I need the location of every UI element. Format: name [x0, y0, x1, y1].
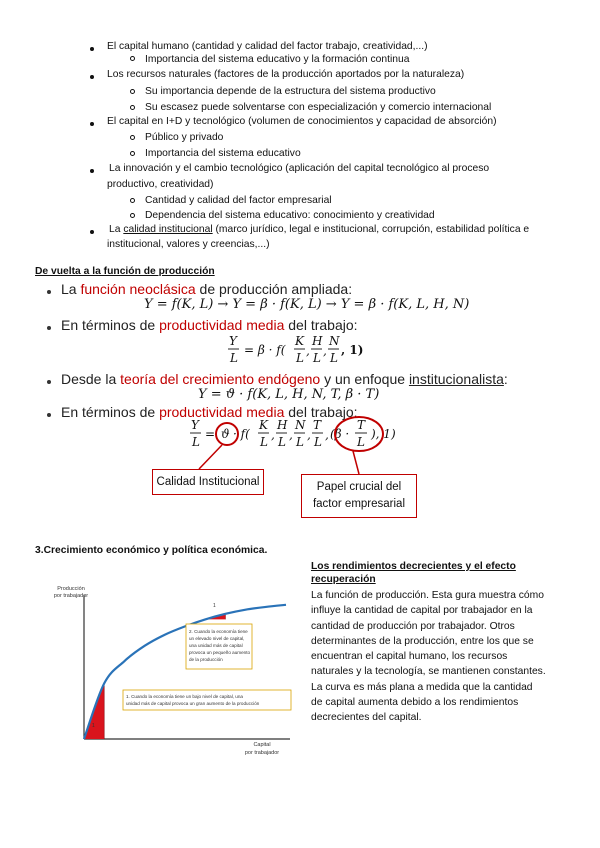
svg-text:H: H [312, 334, 323, 348]
paragraph-line: La función de producción. Esta gura muestra cómo [311, 590, 544, 601]
slide-highlight: función neoclásica [80, 281, 196, 297]
equation-institutional [37, 416, 525, 524]
svg-text:L: L [296, 351, 304, 365]
svg-text:L: L [260, 435, 268, 449]
annotation-text: de la producción [189, 657, 223, 662]
sub-bullet-ring [130, 151, 135, 156]
svg-text:H: H [277, 418, 288, 432]
slide-underlined: institucionalista [408, 371, 504, 387]
sub-bullet-item: Importancia del sistema educativo [145, 148, 301, 159]
slide-text: y un enfoque [320, 371, 409, 387]
slide-line [61, 317, 358, 333]
annotation-text: un elevado nivel de capital, [189, 636, 245, 641]
sub-bullet-ring [130, 135, 135, 140]
callout-factor-empresarial [301, 474, 417, 518]
svg-text:), 1): ), 1) [371, 427, 396, 441]
callout-text: Calidad Institucional [156, 476, 260, 488]
slide-bullet [47, 326, 51, 330]
sub-bullet-item: Cantidad y calidad del factor empresarial [145, 195, 332, 206]
bullet-dot [90, 169, 94, 173]
production-function-chart [36, 573, 298, 763]
bullet-dot [90, 122, 94, 126]
sub-bullet-item: Su escasez puede solventarse con especialización y comercio internacional [145, 102, 492, 113]
svg-text:Y: Y [229, 334, 237, 348]
svg-text:= β · f(: = β · f( [244, 343, 286, 357]
side-explanation [311, 560, 581, 726]
bullet-dot [90, 75, 94, 79]
callout-calidad-institucional [152, 469, 264, 495]
sub-bullet-ring [130, 105, 135, 110]
svg-text:,: , [325, 428, 329, 442]
sub-bullet-ring [130, 198, 135, 203]
slide-text: En términos de [61, 317, 160, 333]
equation: Y = f(K, L) → Y = β · f(K, L) → Y = β · f(K, L, H, N) [144, 297, 470, 312]
svg-text:N: N [295, 418, 306, 432]
paragraph-line: de capital aumenta debido a los rendimientos [311, 697, 519, 709]
svg-text:,: , [271, 428, 275, 442]
sub-bullet-item: Dependencia del sistema educativo: conocimiento y creatividad [145, 210, 435, 221]
side-heading: Los rendimientos decrecientes y el efecto [311, 561, 516, 572]
paragraph-line: influye la cantidad de capital por trabajador en la [311, 605, 533, 617]
svg-text:L: L [357, 435, 365, 449]
svg-text:Y: Y [191, 418, 199, 432]
bullet-item: El capital humano (cantidad y calidad del factor trabajo, creatividad,...) [107, 41, 428, 52]
svg-text:L: L [314, 435, 322, 449]
bullet-item-cont: productivo, creatividad) [107, 179, 214, 190]
slide-text: de producción ampliada: [195, 281, 353, 297]
svg-text:, 1): , 1) [341, 343, 364, 357]
svg-text:,: , [306, 344, 310, 358]
paragraph-line: encuentran el capital humano, los recursos [311, 651, 508, 663]
side-paragraph [311, 588, 581, 726]
production-curve [84, 605, 286, 739]
svg-text:=: = [205, 427, 216, 441]
annotation-box-1 [123, 690, 291, 710]
annotation-text: provoca un pequeño aumento [189, 650, 251, 655]
svg-text:L: L [296, 435, 304, 449]
paragraph-line: determinantes de la producción, entre los que se [311, 635, 534, 647]
svg-text:ϑ: ϑ [221, 427, 230, 441]
step-label: 1 [213, 603, 216, 609]
slide-bullet [47, 380, 51, 384]
x-axis-label: Capital [253, 742, 271, 748]
side-heading: recuperación [311, 574, 376, 585]
slide-text: La [61, 281, 81, 297]
annotation-text: unidad más de capital provoca un gran aumento de la producción [126, 701, 260, 706]
annotation-text: una unidad más de capital [189, 643, 243, 648]
sub-bullet-item: Su importancia depende de la estructura del sistema productivo [145, 86, 436, 97]
bullet-item-cont: institucional, valores y creencias,...) [107, 239, 270, 250]
svg-text:,: , [289, 428, 293, 442]
svg-text:N: N [329, 334, 340, 348]
svg-text:L: L [230, 351, 238, 365]
svg-text:K: K [295, 334, 304, 348]
callout-text: factor empresarial [312, 498, 406, 510]
paragraph-line: naturales y la tecnología, se mantienen constantes. [311, 666, 546, 678]
svg-text:,: , [307, 428, 311, 442]
slide-text: : [503, 371, 508, 387]
bullet-item: La innovación y el cambio tecnológico (aplicación del capital tecnológico al proceso [109, 163, 490, 174]
paragraph-line: decrecientes del capital. [311, 712, 422, 724]
svg-text:T: T [313, 418, 322, 432]
sub-bullet-ring [130, 56, 135, 61]
slide-highlight: productividad media [159, 317, 285, 333]
sub-bullet-ring [130, 89, 135, 94]
equation-productivity [227, 332, 364, 370]
svg-text:L: L [313, 351, 321, 365]
svg-text:L: L [278, 435, 286, 449]
annotation-text: 2. Cuando la economía tiene [189, 629, 248, 634]
equation: Y = ϑ · f(K, L, H, N, T, β · T) [198, 387, 380, 402]
bullet-text: La [109, 224, 124, 235]
svg-text:· f(: · f( [233, 427, 250, 441]
y-axis-label: por trabajador [53, 593, 89, 599]
calidad-institucional-link[interactable]: calidad institucional [123, 224, 213, 235]
bullet-item: El capital en I+D y tecnológico (volumen de conocimientos y capacidad de absorción) [107, 116, 497, 127]
svg-text:T: T [357, 418, 366, 432]
slide-line [61, 281, 352, 297]
y-axis-label: Producción [57, 586, 85, 592]
bullet-text: (marco jurídico, legal e institucional, corrupción, estabilidad política e [212, 224, 530, 235]
sub-bullet-ring [130, 213, 135, 218]
bullet-dot [90, 47, 94, 51]
callout-text: Papel crucial del [316, 481, 402, 493]
section-heading: 3.Crecimiento económico y política económica. [35, 545, 268, 556]
slide-text: del trabajo: [284, 404, 358, 420]
bullet-item [109, 223, 529, 237]
slide-highlight: teoría del crecimiento endógeno [120, 371, 321, 387]
step-label: 1 [92, 723, 95, 729]
paragraph-line: cantidad de producción por trabajador. Otros [311, 620, 515, 632]
svg-text:K: K [259, 418, 268, 432]
sub-bullet-item: Importancia del sistema educativo y la formación continua [145, 54, 410, 65]
bullet-item: Los recursos naturales (factores de la producción aportados por la naturaleza) [107, 69, 465, 80]
annotation-text: 1. Cuando la economía tiene un bajo nivel de capital, una [126, 694, 243, 699]
svg-text:,: , [323, 344, 327, 358]
slide-text: En términos de [61, 404, 160, 420]
slide-bullet [47, 290, 51, 294]
paragraph-line: La curva es más plana a medida que la cantidad [311, 681, 533, 693]
svg-text:(β ·: (β · [330, 427, 350, 441]
slide-highlight: productividad media [159, 404, 285, 420]
slide-text: Desde la [61, 371, 121, 387]
svg-text:L: L [192, 435, 200, 449]
bullet-dot [90, 230, 94, 234]
slide-text: del trabajo: [284, 317, 358, 333]
x-axis-label: por trabajador [244, 750, 280, 756]
section-heading: De vuelta a la función de producción [35, 266, 215, 277]
slide-line [61, 371, 508, 387]
slide-image [37, 280, 525, 524]
sub-bullet-item: Público y privado [145, 132, 224, 143]
svg-text:L: L [330, 351, 338, 365]
